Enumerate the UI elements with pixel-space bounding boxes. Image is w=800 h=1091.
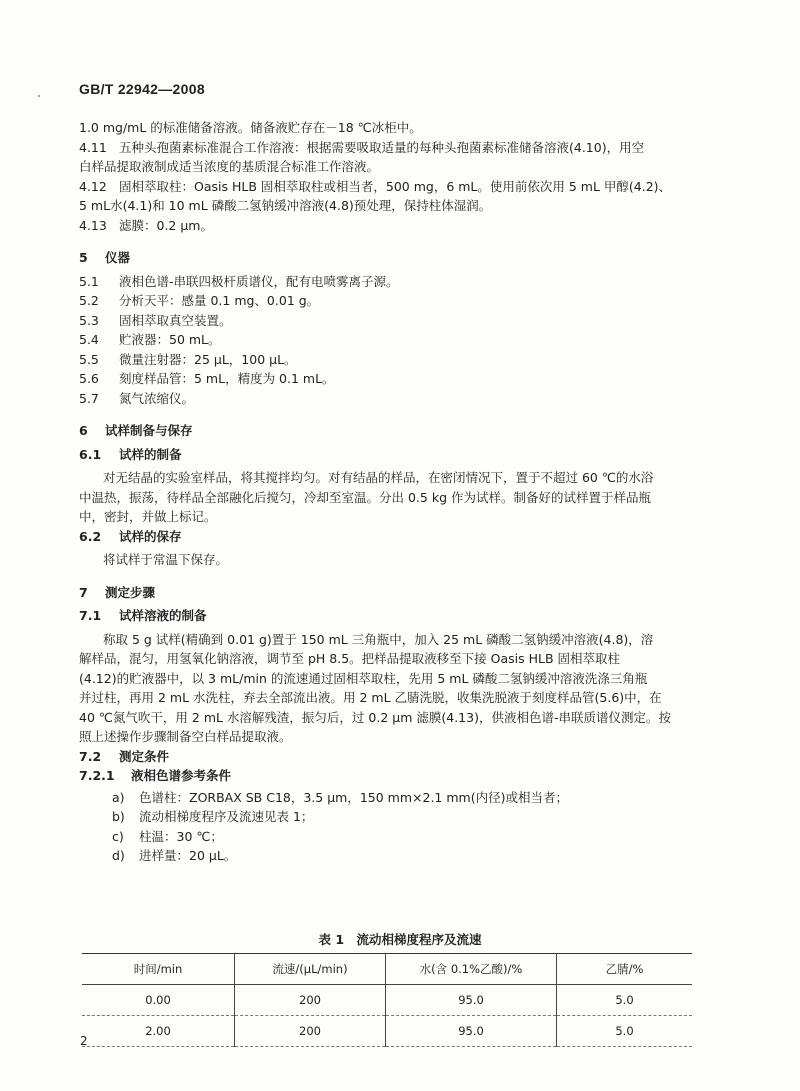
reagent-4-13: 4.13 滤膜：0.2 μm。 bbox=[79, 217, 213, 233]
paragraph-line: 照上述操作步骤制备空白样品提取液。 bbox=[79, 729, 292, 744]
table-cell: 5.0 bbox=[557, 985, 693, 1016]
table-cell: 95.0 bbox=[386, 1016, 557, 1047]
table-cell: 0.00 bbox=[145, 993, 171, 1007]
reagent-line: 1.0 mg/mL 的标准储备溶液。储备液贮存在－18 ℃冰柜中。 bbox=[79, 120, 422, 135]
reagent-4-11: 4.11 五种头孢菌素标准混合工作溶液：根据需要吸取适量的每种头孢菌素标准储备溶液(4.10)，用空 bbox=[79, 139, 645, 155]
section-6-1-heading: 6.1 试样的制备 bbox=[79, 446, 182, 462]
instrument-item: 5.5 微量注射器：25 μL，100 μL。 bbox=[79, 351, 297, 367]
scan-speck bbox=[38, 95, 40, 97]
table-cell: 2.00 bbox=[145, 1024, 171, 1038]
column-header: 时间/min bbox=[133, 962, 183, 976]
column-header: 水(含 0.1%乙酸)/% bbox=[386, 954, 557, 985]
reagent-4-12: 4.12 固相萃取柱：Oasis HLB 固相萃取柱或相当者，500 mg，6 mL。使用前依次用 5 mL 甲醇(4.2)、 bbox=[79, 178, 672, 194]
paragraph-line: 中，密封，并做上标记。 bbox=[79, 509, 217, 524]
paragraph-line: 对无结晶的实验室样品，将其搅拌均匀。对有结晶的样品，在密闭情况下，置于不超过 60 ℃的水浴 bbox=[103, 470, 654, 485]
paragraph-line: (4.12)的贮液器中，以 3 mL/min 的流速通过固相萃取柱，先用 5 mL 磷酸二氢钠缓冲溶液洗涤三角瓶 bbox=[79, 670, 648, 686]
instrument-item: 5.7 氮气浓缩仪。 bbox=[79, 390, 195, 406]
instrument-item: 5.3 固相萃取真空装置。 bbox=[79, 312, 232, 328]
table-row bbox=[82, 1016, 692, 1047]
paragraph-line: 并过柱，再用 2 mL 水洗柱，弃去全部流出液。用 2 mL 乙腈洗脱，收集洗脱液于刻度样品管(5.6)中，在 bbox=[79, 690, 662, 705]
gradient-table bbox=[82, 953, 692, 1047]
document-body bbox=[79, 118, 719, 866]
page-number: 2 bbox=[80, 1034, 88, 1048]
condition-item: a) 色谱柱：ZORBAX SB C18，3.5 μm，150 mm×2.1 mm(内径)或相当者； bbox=[112, 789, 568, 805]
section-7-1-heading: 7.1 试样溶液的制备 bbox=[79, 608, 207, 623]
section-6-heading: 6 试样制备与保存 bbox=[79, 423, 193, 438]
condition-item: c) 柱温：30 ℃； bbox=[112, 828, 223, 844]
table-header-row bbox=[82, 954, 692, 985]
instrument-item: 5.6 刻度样品管：5 mL，精度为 0.1 mL。 bbox=[79, 371, 335, 386]
condition-item: d) 进样量：20 μL。 bbox=[112, 848, 237, 863]
reagent-line: 白样品提取液制成适当浓度的基质混合标准工作溶液。 bbox=[79, 159, 380, 174]
table-cell: 5.0 bbox=[557, 1016, 693, 1047]
instrument-item: 5.1 液相色谱-串联四极杆质谱仪，配有电喷雾离子源。 bbox=[79, 273, 399, 289]
section-6-2-heading: 6.2 试样的保存 bbox=[79, 528, 182, 544]
section-7-2-1-heading: 7.2.1 液相色谱参考条件 bbox=[79, 768, 232, 783]
paragraph-line: 解样品，混匀，用氢氧化钠溶液，调节至 pH 8.5。把样品提取液移至下接 Oasis HLB 固相萃取柱 bbox=[79, 651, 621, 666]
table-cell: 95.0 bbox=[386, 985, 557, 1016]
standard-number-header: GB/T 22942—2008 bbox=[79, 81, 205, 97]
table-cell: 200 bbox=[235, 985, 386, 1016]
paragraph-line: 40 ℃氮气吹干，用 2 mL 水溶解残渣，振匀后，过 0.2 μm 滤膜(4.13)，供液相色谱-串联质谱仪测定。按 bbox=[79, 709, 671, 725]
condition-item: b) 流动相梯度程序及流速见表 1； bbox=[112, 809, 314, 824]
column-header: 乙腈/% bbox=[557, 954, 693, 985]
column-header: 流速/(μL/min) bbox=[235, 954, 386, 985]
paragraph-line: 将试样于常温下保存。 bbox=[103, 552, 229, 567]
reagent-line: 5 mL水(4.1)和 10 mL 磷酸二氢钠缓冲溶液(4.8)预处理，保持柱体湿润。 bbox=[79, 198, 492, 213]
section-7-heading: 7 测定步骤 bbox=[79, 584, 156, 600]
table-row bbox=[82, 985, 692, 1016]
section-5-heading: 5 仪器 bbox=[79, 250, 131, 265]
instrument-item: 5.4 贮液器：50 mL。 bbox=[79, 332, 221, 347]
paragraph-line: 中温热，振荡，待样品全部融化后搅匀，冷却至室温。分出 0.5 kg 作为试样。制备好的试样置于样品瓶 bbox=[79, 489, 651, 505]
table-cell: 200 bbox=[235, 1016, 386, 1047]
paragraph-line: 称取 5 g 试样(精确到 0.01 g)置于 150 mL 三角瓶中，加入 25 mL 磷酸二氢钠缓冲溶液(4.8)，溶 bbox=[103, 631, 654, 647]
table-1-title: 表 1 流动相梯度程序及流速 bbox=[318, 932, 482, 947]
section-7-2-heading: 7.2 测定条件 bbox=[79, 748, 170, 764]
instrument-item: 5.2 分析天平：感量 0.1 mg、0.01 g。 bbox=[79, 293, 320, 308]
